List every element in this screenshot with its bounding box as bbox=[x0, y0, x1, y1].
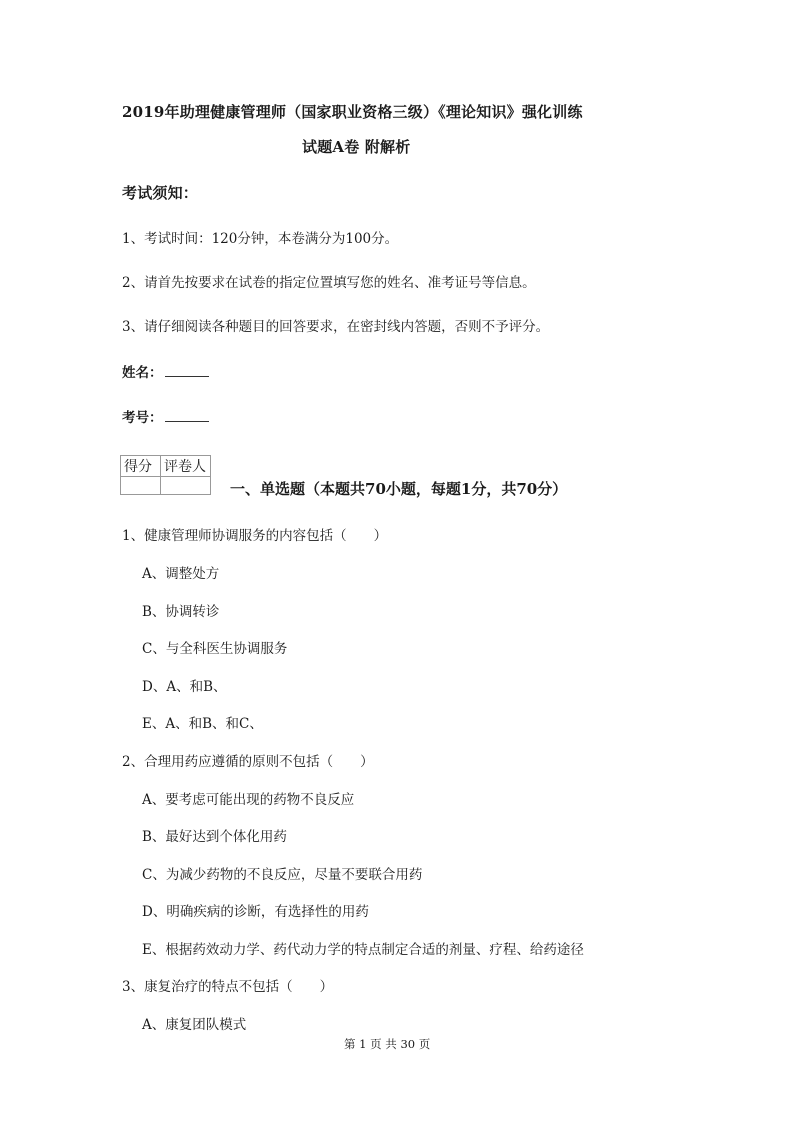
grader-cell[interactable] bbox=[161, 477, 211, 495]
question-2-option-d: D、明确疾病的诊断，有选择性的用药 bbox=[142, 904, 369, 920]
notice-item-3: 3、请仔细阅读各种题目的回答要求，在密封线内答题，否则不予评分。 bbox=[122, 319, 550, 335]
score-table bbox=[120, 455, 211, 495]
question-3-option-a: A、康复团队模式 bbox=[142, 1017, 247, 1033]
name-label: 姓名： bbox=[122, 365, 163, 381]
question-1-option-b: B、协调转诊 bbox=[142, 604, 220, 620]
question-1-option-d: D、A、和B、 bbox=[142, 679, 227, 695]
section-title: 一、单选题（本题共70小题，每题1分，共70分） bbox=[230, 480, 568, 498]
notice-item-2: 2、请首先按要求在试卷的指定位置填写您的姓名、准考证号等信息。 bbox=[122, 275, 536, 291]
question-2-option-c: C、为减少药物的不良反应，尽量不要联合用药 bbox=[142, 867, 423, 883]
question-1-option-e: E、A、和B、和C、 bbox=[142, 716, 263, 732]
question-2-option-b: B、最好达到个体化用药 bbox=[142, 829, 287, 845]
score-cell[interactable] bbox=[121, 477, 161, 495]
question-2-option-a: A、要考虑可能出现的药物不良反应 bbox=[142, 792, 355, 808]
page-number: 第 1 页 共 30 页 bbox=[344, 1037, 431, 1051]
notice-item-1: 1、考试时间：120分钟，本卷满分为100分。 bbox=[122, 231, 399, 247]
id-blank[interactable] bbox=[165, 409, 209, 422]
name-field bbox=[122, 361, 209, 381]
notice-heading: 考试须知： bbox=[122, 184, 199, 202]
id-field bbox=[122, 406, 209, 426]
question-2-option-e: E、根据药效动力学、药代动力学的特点制定合适的剂量、疗程、给药途径 bbox=[142, 942, 584, 958]
score-header: 得分 bbox=[121, 456, 161, 477]
question-1-option-c: C、与全科医生协调服务 bbox=[142, 641, 288, 657]
document-title-line2: 试题A卷 附解析 bbox=[302, 138, 411, 156]
question-1-option-a: A、调整处方 bbox=[142, 566, 220, 582]
id-label: 考号： bbox=[122, 410, 163, 426]
document-title-line1: 2019年助理健康管理师（国家职业资格三级）《理论知识》强化训练 bbox=[122, 103, 583, 121]
question-1-stem: 1、健康管理师协调服务的内容包括（ ） bbox=[122, 528, 388, 544]
grader-header: 评卷人 bbox=[161, 456, 211, 477]
question-3-stem: 3、康复治疗的特点不包括（ ） bbox=[122, 979, 334, 995]
question-2-stem: 2、合理用药应遵循的原则不包括（ ） bbox=[122, 754, 374, 770]
name-blank[interactable] bbox=[165, 364, 209, 377]
